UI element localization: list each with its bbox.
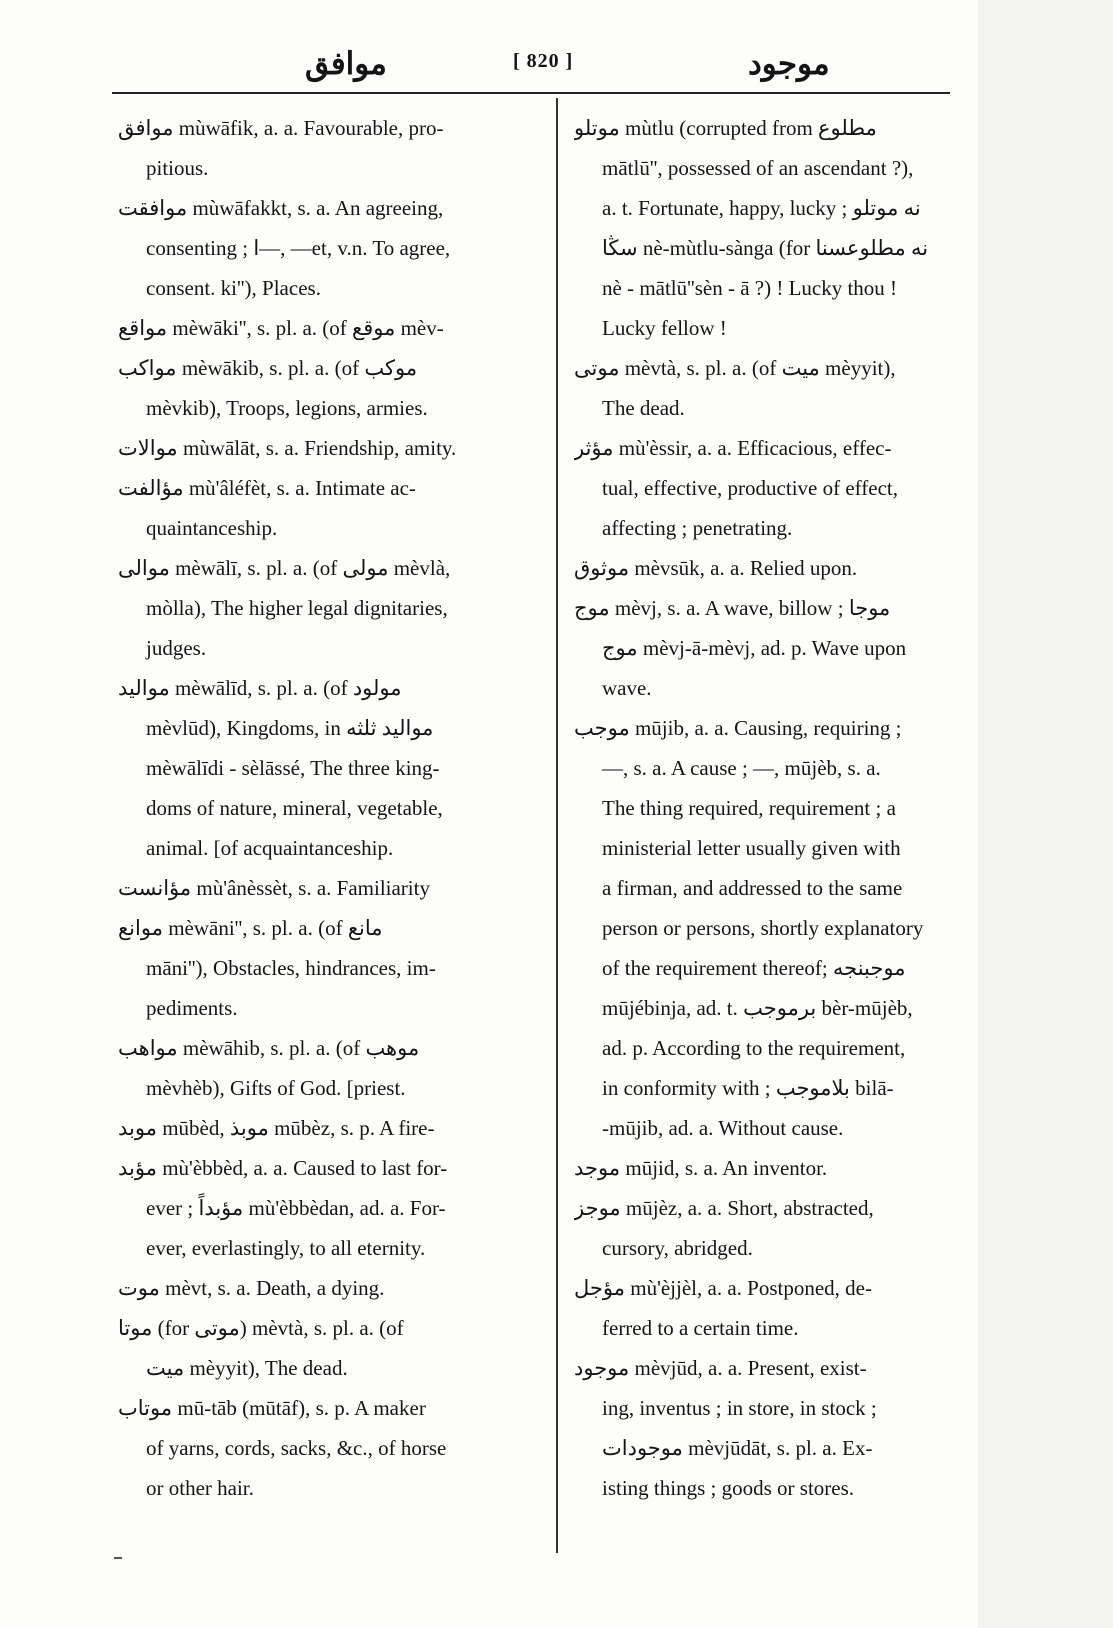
entry-continuation: -mūjib, ad. a. Without cause.: [602, 1116, 844, 1140]
entry-continuation: or other hair.: [146, 1476, 254, 1500]
entry-continuation: in conformity with ; بلاموجب bilā-: [602, 1076, 894, 1100]
entry-headline: مواليد mèwālīd, s. pl. a. (of مولود: [118, 676, 402, 700]
dictionary-entry: [118, 428, 538, 468]
entry-continuation: ferred to a certain time.: [602, 1316, 799, 1340]
entry-headline: موجود mèvjūd, a. a. Present, exist-: [574, 1356, 867, 1380]
entry-headline: موبد mūbèd, موبذ mūbèz, s. p. A fire-: [118, 1116, 435, 1140]
entry-continuation: Lucky fellow !: [602, 316, 727, 340]
entry-headline: موثوق mèvsūk, a. a. Relied upon.: [574, 556, 858, 580]
entry-continuation: ministerial letter usually given with: [602, 836, 901, 860]
dictionary-entry: [118, 1388, 538, 1508]
entry-continuation: موجودات mèvjūdāt, s. pl. a. Ex-: [602, 1436, 873, 1460]
entry-continuation: mūjébinja, ad. t. برموجب bèr-mūjèb,: [602, 996, 913, 1020]
entry-continuation: pitious.: [146, 156, 209, 180]
entry-continuation: mātlū'', possessed of an ascendant ?),: [602, 156, 914, 180]
entry-continuation: ميت mèyyit), The dead.: [146, 1356, 348, 1380]
entry-continuation: ever ; مؤبداً mù'èbbèdan, ad. a. For-: [146, 1196, 446, 1220]
right-column: [574, 108, 952, 1508]
dictionary-entry: [574, 428, 952, 548]
dictionary-entry: [118, 548, 538, 668]
entry-continuation: ever, everlastingly, to all eternity.: [146, 1236, 426, 1260]
entry-continuation: nè - mātlū''sèn - ā ?) ! Lucky thou !: [602, 276, 898, 300]
entry-continuation: mòlla), The higher legal dignitaries,: [146, 596, 448, 620]
dictionary-entry: [118, 908, 538, 1028]
entry-continuation: consenting ; ا—, —et, v.n. To agree,: [146, 236, 451, 260]
entry-headline: مؤجل mù'èjjèl, a. a. Postponed, de-: [574, 1276, 872, 1300]
entry-continuation: ad. p. According to the requirement,: [602, 1036, 906, 1060]
entry-headline: موالات mùwālāt, s. a. Friendship, amity.: [118, 436, 457, 460]
entry-continuation: موج mèvj-ā-mèvj, ad. p. Wave upon: [602, 636, 907, 660]
entry-continuation: mèvhèb), Gifts of God. [priest.: [146, 1076, 406, 1100]
entry-continuation: The dead.: [602, 396, 685, 420]
dictionary-entry: [118, 308, 538, 348]
header-rule: [112, 92, 950, 94]
column-divider: [556, 98, 558, 1553]
dictionary-entry: [118, 1308, 538, 1388]
entry-continuation: consent. ki''), Places.: [146, 276, 321, 300]
entry-continuation: affecting ; penetrating.: [602, 516, 793, 540]
footer-mark: [114, 1557, 122, 1559]
entry-continuation: a. t. Fortunate, happy, lucky ; نه موتلو: [602, 196, 921, 220]
dictionary-entry: [118, 468, 538, 548]
entry-continuation: ing, inventus ; in store, in stock ;: [602, 1396, 877, 1420]
entry-headline: مؤبد mù'èbbèd, a. a. Caused to last for-: [118, 1156, 448, 1180]
left-column: [118, 108, 538, 1508]
entry-headline: مؤانست mù'ânèssèt, s. a. Familiarity: [118, 876, 430, 900]
entry-continuation: māni''), Obstacles, hindrances, im-: [146, 956, 436, 980]
entry-continuation: cursory, abridged.: [602, 1236, 753, 1260]
entry-continuation: tual, effective, productive of effect,: [602, 476, 898, 500]
entry-headline: موجز mūjèz, a. a. Short, abstracted,: [574, 1196, 874, 1220]
entry-headline: موتاب mū-tāb (mūtāf), s. p. A maker: [118, 1396, 426, 1420]
dictionary-entry: [574, 1148, 952, 1188]
entry-continuation: doms of nature, mineral, vegetable,: [146, 796, 443, 820]
entry-continuation: mèwālīdi - sèlāssé, The three king-: [146, 756, 440, 780]
entry-continuation: judges.: [146, 636, 207, 660]
entry-continuation: The thing required, requirement ; a: [602, 796, 896, 820]
dictionary-entry: [574, 1188, 952, 1268]
page-number: [ 820 ]: [513, 50, 574, 72]
entry-continuation: of the requirement thereof; موجبنجه: [602, 956, 906, 980]
dictionary-entry: [118, 1028, 538, 1108]
dictionary-entry: [118, 108, 538, 188]
dictionary-entry: [118, 668, 538, 868]
dictionary-entry: [118, 868, 538, 908]
entry-headline: موجب mūjib, a. a. Causing, requiring ;: [574, 716, 902, 740]
dictionary-entry: [574, 1348, 952, 1508]
dictionary-entry: [574, 548, 952, 588]
entry-headline: موتلو mùtlu (corrupted from مطلوع: [574, 116, 877, 140]
entry-continuation: animal. [of acquaintanceship.: [146, 836, 394, 860]
entry-headline: موافقت mùwāfakkt, s. a. An agreeing,: [118, 196, 444, 220]
entry-headline: موج mèvj, s. a. A wave, billow ; موجا: [574, 596, 891, 620]
entry-continuation: wave.: [602, 676, 652, 700]
dictionary-entry: [118, 1108, 538, 1148]
dictionary-entry: [574, 708, 952, 1148]
entry-headline: موتا (for موتى) mèvtà, s. pl. a. (of: [118, 1316, 404, 1340]
entry-continuation: mèvkib), Troops, legions, armies.: [146, 396, 428, 420]
entry-headline: موتى mèvtà, s. pl. a. (of ميت mèyyit),: [574, 356, 896, 380]
entry-continuation: سڭا nè-mùtlu-sànga (for نه مطلوعسنا: [602, 236, 929, 260]
entry-continuation: mèvlūd), Kingdoms, in مواليد ثلثه: [146, 716, 434, 740]
page-header: [0, 46, 1113, 86]
entry-headline: موافق mùwāfik, a. a. Favourable, pro-: [118, 116, 444, 140]
entry-continuation: quaintanceship.: [146, 516, 278, 540]
entry-continuation: pediments.: [146, 996, 238, 1020]
entry-headline: موجد mūjid, s. a. An inventor.: [574, 1156, 828, 1180]
page-edge-shadow: [978, 0, 1113, 1628]
entry-headline: مواكب mèwākib, s. pl. a. (of موكب: [118, 356, 418, 380]
entry-continuation: of yarns, cords, sacks, &c., of horse: [146, 1436, 447, 1460]
entry-headline: موالى mèwālī, s. pl. a. (of مولى mèvlà,: [118, 556, 451, 580]
entry-headline: مواهب mèwāhib, s. pl. a. (of موهب: [118, 1036, 420, 1060]
entry-headline: مؤثر mù'èssir, a. a. Efficacious, effec-: [574, 436, 892, 460]
dictionary-entry: [574, 348, 952, 428]
entry-continuation: person or persons, shortly explanatory: [602, 916, 924, 940]
dictionary-entry: [574, 588, 952, 708]
dictionary-entry: [574, 1268, 952, 1348]
dictionary-entry: [118, 188, 538, 308]
entry-continuation: —, s. a. A cause ; —, mūjèb, s. a.: [602, 756, 881, 780]
dictionary-entry: [574, 108, 952, 348]
entry-continuation: a firman, and addressed to the same: [602, 876, 903, 900]
header-left-word: موافق: [305, 46, 387, 81]
dictionary-entry: [118, 1268, 538, 1308]
entry-headline: مواقع mèwāki'', s. pl. a. (of موقع mèv-: [118, 316, 444, 340]
entry-continuation: isting things ; goods or stores.: [602, 1476, 855, 1500]
dictionary-entry: [118, 1148, 538, 1268]
entry-headline: موت mèvt, s. a. Death, a dying.: [118, 1276, 385, 1300]
entry-headline: مؤالفت mù'âléfèt, s. a. Intimate ac-: [118, 476, 416, 500]
entry-headline: موانع mèwāni'', s. pl. a. (of مانع: [118, 916, 383, 940]
header-right-word: موجود: [748, 46, 830, 81]
dictionary-entry: [118, 348, 538, 428]
